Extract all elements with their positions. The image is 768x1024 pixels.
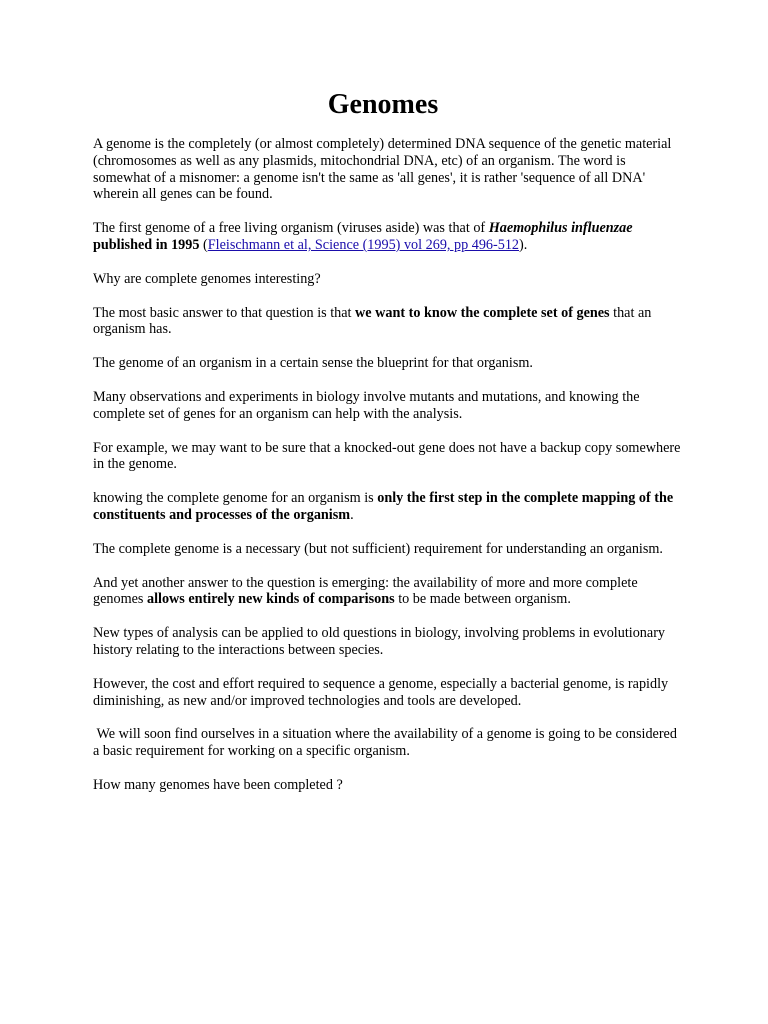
comparisons-emphasis: allows entirely new kinds of comparisons bbox=[146, 591, 395, 608]
citation-link[interactable]: Fleischmann et al, Science (1995) vol 269, pp 496-512 bbox=[207, 236, 520, 253]
first-step-emphasis: only the first step in the complete mapping of the constituents and processes of the organism bbox=[93, 490, 674, 523]
paragraph-basic-answer bbox=[93, 305, 683, 339]
paragraph-cost: However, the cost and effort required to sequence a genome, especially a bacterial genome, is rapidly diminishing, as new and/or improved technologies and tools are developed. bbox=[93, 675, 669, 709]
paragraph-how-many: How many genomes have been completed ? bbox=[93, 776, 343, 793]
published-year: published in 1995 bbox=[93, 236, 200, 253]
first-genome-text: The first genome of a free living organism (viruses aside) was that of bbox=[93, 220, 489, 237]
paragraph-first-genome bbox=[93, 220, 683, 254]
species-name: Haemophilus influenzae bbox=[488, 220, 633, 237]
basic-answer-tail: that an organism has. bbox=[93, 304, 652, 338]
paragraph-comparisons bbox=[93, 575, 683, 609]
basic-answer-emphasis: we want to know the complete set of genes bbox=[355, 304, 610, 321]
first-step-text: knowing the complete genome for an organism is bbox=[93, 490, 378, 507]
open-paren: ( bbox=[199, 236, 208, 253]
paragraph-knockout: For example, we may want to be sure that a knocked-out gene does not have a backup copy somewhere in the genome. bbox=[93, 439, 681, 473]
comparisons-tail: to be made between organism. bbox=[394, 591, 571, 608]
paragraph-first-step bbox=[93, 490, 683, 524]
paragraph-requirement: The complete genome is a necessary (but not sufficient) requirement for understanding an organism. bbox=[93, 540, 663, 557]
paragraph-question: Why are complete genomes interesting? bbox=[93, 270, 321, 287]
paragraph-blueprint: The genome of an organism in a certain sense the blueprint for that organism. bbox=[93, 355, 533, 372]
paragraph-genome-definition: A genome is the completely (or almost completely) determined DNA sequence of the genetic material (chromosomes as well as any plasmids, mitochondrial DNA, etc) of an organism. The word is somewhat of a misnomer: a genome isn't the same as 'all genes', it is rather 'sequence of all DNA' wherein all genes can be found. bbox=[93, 136, 672, 203]
paragraph-basic-requirement: We will soon find ourselves in a situation where the availability of a genome is going to be considered a basic requirement for working on a specific organism. bbox=[93, 726, 681, 760]
document-body bbox=[93, 136, 683, 811]
page-title: Genomes bbox=[327, 89, 439, 120]
paragraph-mutants: Many observations and experiments in biology involve mutants and mutations, and knowing the complete set of genes for an organism can help with the analysis. bbox=[93, 388, 640, 422]
paragraph-new-analysis: New types of analysis can be applied to old questions in biology, involving problems in evolutionary history relating to the interactions between species. bbox=[93, 625, 666, 658]
first-step-tail: . bbox=[350, 506, 354, 523]
basic-answer-text: The most basic answer to that question is that bbox=[93, 304, 356, 321]
comparisons-text: And yet another answer to the question is emerging: the availability of more and more complete genomes bbox=[93, 574, 638, 608]
close-paren: ). bbox=[519, 236, 528, 253]
